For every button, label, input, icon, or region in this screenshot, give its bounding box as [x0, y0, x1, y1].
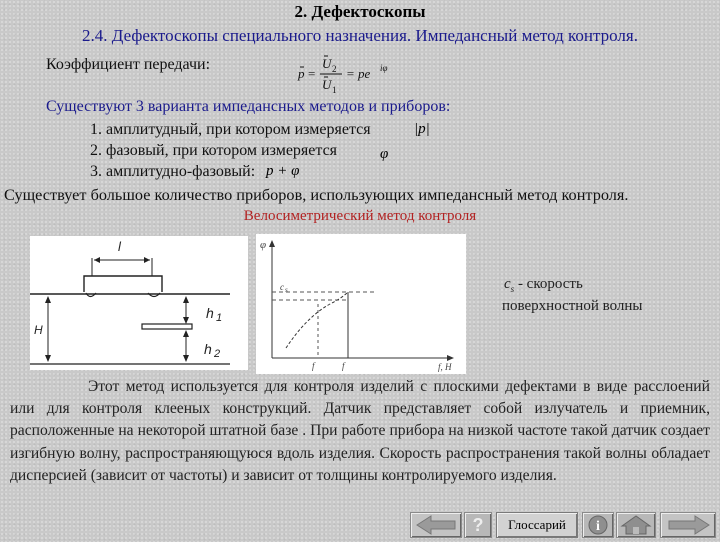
arrow-right-icon [661, 513, 715, 537]
label-h2-sub: 2 [214, 348, 221, 360]
abs-p-symbol: |p| [414, 121, 430, 137]
p-plus-phi-symbol: p + φ [266, 163, 300, 179]
transfer-formula [296, 52, 426, 96]
variant-2: 2. фазовый, при котором измеряется [90, 142, 338, 159]
variant-3: 3. амплитудно-фазовый: [90, 163, 256, 180]
formula-p: p [298, 66, 305, 81]
info-icon-glyph: i [596, 519, 600, 534]
variants-intro: Существуют 3 варианта импедансных методов и приборов: [46, 98, 451, 115]
arrow-left-icon [411, 513, 461, 537]
info-button[interactable] [582, 512, 614, 538]
sensor-diagram [30, 236, 248, 370]
info-icon [583, 513, 613, 537]
method-description-text: Этот метод используется для контроля изделий с плоскими дефектами в виде расслоений или для контроля клееных конструкций. Датчик представляет собой излучатель и приемник, расположенные на некоторой штатной базе . При работе прибора на низкой частоте такой датчик создает изгибную волну, распространяющуюся вдоль изделия. Скорость распространения такой волны обладает дисперсией (зависит от частоты) и зависит от толщины контролируемого изделия. [10, 378, 710, 484]
formula-u1: U [322, 77, 332, 92]
plot-y-label: φ [260, 239, 267, 251]
wave-note-symbol: c [504, 276, 511, 292]
help-icon: ? [472, 515, 484, 535]
plot-cs-sub: s [285, 286, 288, 294]
label-h1: h [206, 305, 214, 321]
forward-button[interactable] [660, 512, 716, 538]
slide-title: 2. Дефектоскопы [294, 2, 426, 21]
transfer-coefficient-label: Коэффициент передачи: [46, 56, 211, 73]
phi-symbol: φ [380, 146, 389, 162]
many-devices-text: Существует большое количество приборов, использующих импедансный метод контроля. [4, 185, 629, 204]
glossary-button[interactable]: Глоссарий [496, 512, 578, 538]
wave-note-text1: - скорость [514, 276, 583, 292]
label-H: H [34, 323, 43, 337]
plot-cs-label: c [280, 282, 284, 292]
home-button[interactable] [616, 512, 656, 538]
label-l: l [118, 239, 121, 254]
formula-eq1: = [308, 66, 316, 81]
formula-exp: iφ [380, 63, 388, 73]
wave-note-symbol-sub: s [510, 284, 515, 294]
formula-u2-sub: 2 [332, 64, 337, 74]
dispersion-plot-svg [256, 234, 466, 374]
plot-f1-label: f [312, 361, 315, 371]
back-button[interactable] [410, 512, 462, 538]
velocimetric-heading: Велосиметрический метод контроля [243, 208, 477, 224]
label-h1-sub: 1 [216, 312, 223, 324]
slide-subtitle: 2.4. Дефектоскопы специального назначения. Импедансный метод контроля. [82, 26, 638, 45]
dispersion-plot [256, 234, 466, 374]
formula-rhs: = pe [346, 66, 371, 81]
transfer-formula-svg [296, 52, 426, 96]
formula-u2: U [322, 56, 332, 71]
wave-note-line1 [504, 276, 583, 294]
formula-u1-sub: 1 [332, 85, 337, 95]
plot-x-label: f, H [438, 362, 452, 372]
sensor-diagram-svg [30, 236, 248, 370]
plot-f2-label: f [342, 361, 345, 371]
help-button[interactable] [464, 512, 492, 538]
method-description [10, 376, 710, 487]
wave-note-line2: поверхностной волны [502, 298, 643, 314]
label-h2: h [204, 341, 212, 357]
variant-1: 1. амплитудный, при котором измеряется [90, 121, 371, 138]
home-icon [617, 513, 655, 537]
